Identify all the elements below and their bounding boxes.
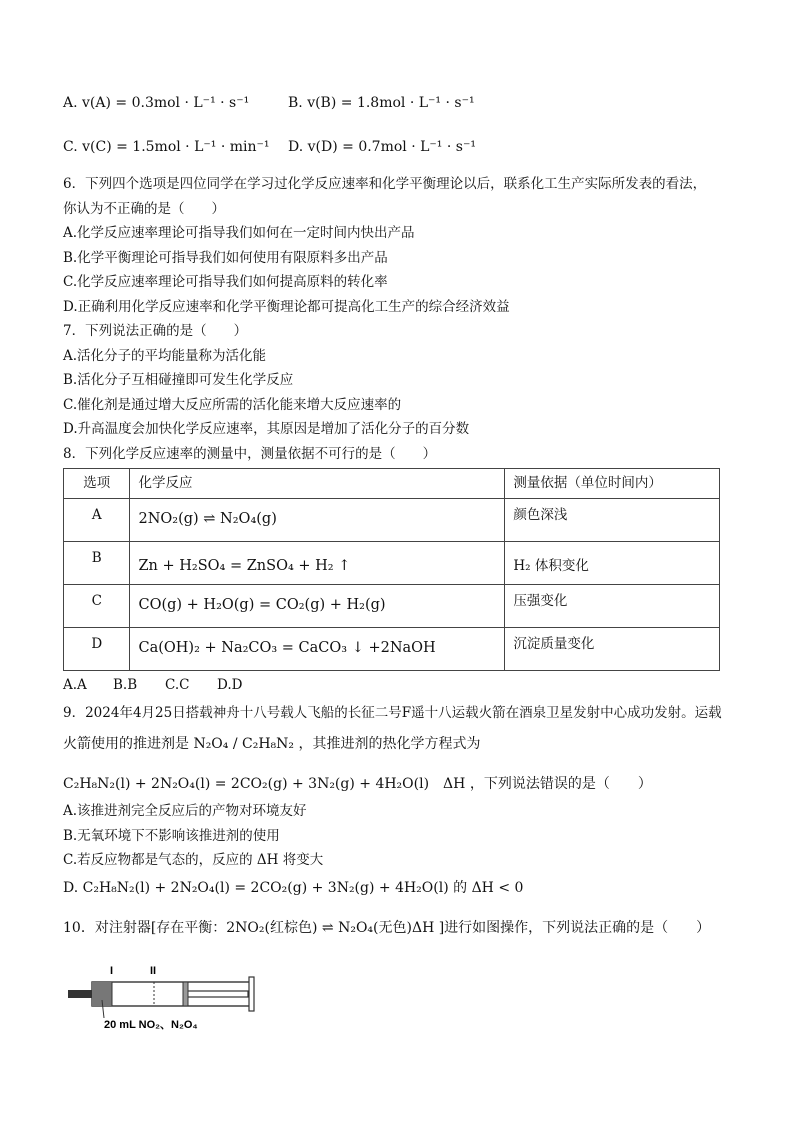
q8-row-c-reaction-cell	[130, 584, 505, 627]
question-6	[63, 172, 731, 319]
q9-option-a: A.该推进剂完全反应后的产物对环境友好	[63, 803, 307, 819]
q8-row-c-reaction: CO(g) + H₂O(g) = CO₂(g) + H₂(g)	[138, 596, 386, 613]
syringe-nozzle	[68, 990, 92, 998]
q6-option-d: D.正确利用化学反应速率和化学平衡理论都可提高化工生产的综合经济效益	[63, 298, 510, 315]
syringe-plunger-rod	[186, 991, 248, 997]
diagram-caption: 20 mL NO₂、N₂O₄	[104, 1019, 198, 1031]
q8-row-a-reaction-cell	[130, 498, 505, 541]
q7-option-a: A.活化分子的平均能量称为活化能	[63, 347, 267, 364]
syringe-barrel	[92, 982, 252, 1006]
syringe-plunger-head	[183, 982, 188, 1006]
spacer	[63, 903, 731, 913]
q5-option-b: B. v(B) = 1.8mol · L⁻¹ · s⁻¹	[288, 95, 475, 111]
q8-header-basis: 测量依据（单位时间内）	[505, 469, 720, 499]
q6-option-b: B.化学平衡理论可指导我们如何使用有限原料多出产品	[63, 249, 388, 266]
q8-table-header	[64, 469, 720, 499]
table-row	[64, 584, 720, 627]
q8-row-b-reaction-cell	[130, 541, 505, 584]
q8-answer-b: B.B	[113, 676, 138, 693]
table-row	[64, 541, 720, 584]
question-8	[63, 442, 731, 697]
q8-row-b-basis: H₂ 体积变化	[513, 557, 589, 574]
q8-answer-a: A.A	[63, 676, 87, 693]
q8-answer-c: C.C	[165, 676, 190, 693]
exam-page	[63, 92, 731, 943]
q8-header-option: 选项	[64, 469, 130, 499]
q8-row-a-option: A	[64, 498, 130, 541]
q6-stem-line-1: 6．下列四个选项是四位同学在学习过化学反应速率和化学平衡理论以后，联系化工生产实际所发表的看法，	[63, 176, 707, 192]
table-row	[64, 627, 720, 670]
q5-option-a: A. v(A) = 0.3mol · L⁻¹ · s⁻¹	[63, 95, 250, 111]
q9-equation: C₂H₈N₂(l) + 2N₂O₄(l) = 2CO₂(g) + 3N₂(g) + 4H₂O(l) ΔH ，下列说法错误的是（ ）	[63, 776, 652, 792]
q8-row-b-reaction: Zn + H₂SO₄ = ZnSO₄ + H₂ ↑	[138, 557, 351, 574]
q8-row-d-reaction: Ca(OH)₂ + Na₂CO₃ = CaCO₃ ↓ +2NaOH	[138, 639, 436, 656]
q8-row-b-basis-cell	[505, 541, 720, 584]
q5-option-d: D. v(D) = 0.7mol · L⁻¹ · s⁻¹	[288, 139, 476, 155]
diagram-label-2: II	[150, 965, 157, 977]
q10-stem: 10．对注射器[存在平衡：2NO₂(红棕色) ⇌ N₂O₄(无色)ΔH ]进行如图操作，下列说法正确的是（ ）	[63, 919, 711, 936]
q5-options-row-1	[63, 92, 731, 136]
diagram-label-1: I	[110, 965, 114, 977]
q7-option-b: B.活化分子互相碰撞即可发生化学反应	[63, 372, 294, 388]
q8-row-a-reaction: 2NO₂(g) ⇌ N₂O₄(g)	[138, 510, 277, 527]
q6-stem-line-2: 你认为不正确的是（ ）	[63, 200, 225, 217]
q9-stem-line-2: 火箭使用的推进剂是 N₂O₄ / C₂H₈N₂ ，其推进剂的热化学方程式为	[63, 736, 481, 752]
syringe-diagram	[66, 938, 266, 1033]
q8-row-d-option: D	[64, 627, 130, 670]
q6-option-a: A.化学反应速率理论可指导我们如何在一定时间内快出产品	[63, 225, 415, 241]
q9-option-d: D. C₂H₈N₂(l) + 2N₂O₄(l) = 2CO₂(g) + 3N₂(g) + 4H₂O(l) 的 ΔH < 0	[63, 879, 524, 896]
q8-row-c-option: C	[64, 584, 130, 627]
q5-option-c: C. v(C) = 1.5mol · L⁻¹ · min⁻¹	[63, 139, 270, 155]
q6-option-c: C.化学反应速率理论可指导我们如何提高原料的转化率	[63, 274, 388, 290]
q8-table	[63, 468, 720, 671]
q7-option-d: D.升高温度会加快化学反应速率，其原因是增加了活化分子的百分数	[63, 421, 470, 437]
q9-option-b: B.无氧环境下不影响该推进剂的使用	[63, 827, 280, 844]
spacer	[63, 759, 731, 769]
q8-row-c-basis: 压强变化	[505, 584, 720, 627]
syringe-flange	[249, 977, 254, 1011]
table-row	[64, 498, 720, 541]
q7-stem: 7．下列说法正确的是（ ）	[63, 323, 248, 339]
q9-option-c: C.若反应物都是气态的，反应的 ΔH 将变大	[63, 852, 324, 868]
q8-header-reaction: 化学反应	[130, 469, 505, 499]
q9-stem-line-1: 9．2024年4月25日搭载神舟十八号载人飞船的长征二号F遥十八运载火箭在酒泉卫星发射中心成功发射。运载	[63, 704, 722, 721]
question-9	[63, 701, 731, 903]
q7-option-c: C.催化剂是通过增大反应所需的活化能来增大反应速率的	[63, 396, 402, 413]
q8-row-a-basis: 颜色深浅	[505, 498, 720, 541]
q8-row-d-reaction-cell	[130, 627, 505, 670]
q8-answer-d: D.D	[217, 676, 243, 693]
q8-stem: 8．下列化学反应速率的测量中，测量依据不可行的是（ ）	[63, 445, 437, 462]
q5-options-row-2	[63, 136, 731, 172]
question-7	[63, 319, 731, 442]
q8-row-d-basis: 沉淀质量变化	[505, 627, 720, 670]
q8-row-b-option: B	[64, 541, 130, 584]
q8-answer-options	[63, 673, 731, 697]
